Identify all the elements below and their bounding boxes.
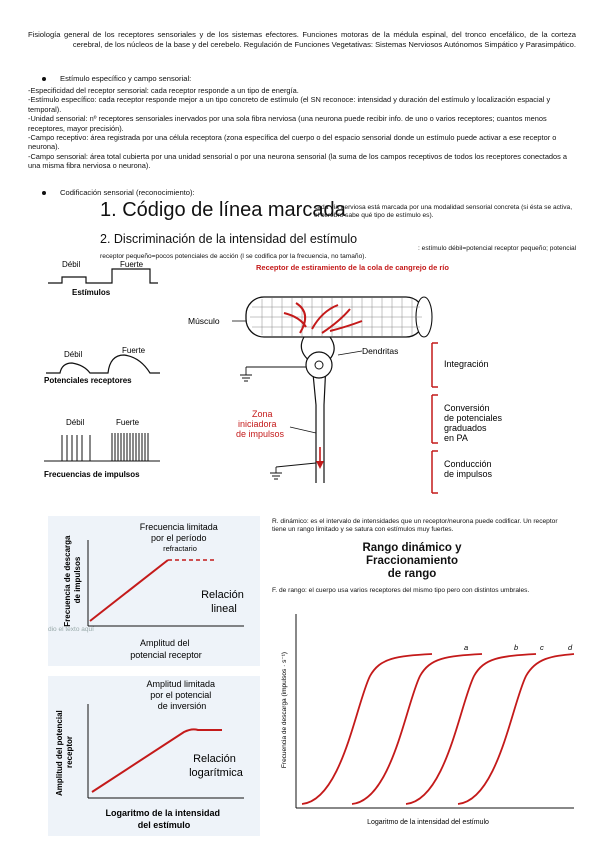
log-xlabel: Logaritmo de la intensidad del estímulo	[105, 808, 220, 830]
definition-line: -Estímulo específico: cada receptor responde mejor a un tipo concreto de estímulo (el SN reconoce: intensidad y duración del estímulo y localización espacial y temporal).	[28, 95, 551, 114]
stage-conduction: Conducción de impulsos	[444, 459, 493, 479]
range-chart	[268, 604, 586, 838]
range-title	[322, 542, 502, 581]
range-ylabel: Frecuencia de descarga (impulsos · s⁻¹)	[281, 651, 288, 769]
label-dendrites: Dendritas	[362, 346, 399, 356]
bullet-dot	[42, 77, 46, 81]
bullet-stimulus	[42, 74, 191, 84]
heading-intensity: 2. Discriminación de la intensidad del estímulo	[100, 232, 358, 246]
linear-xlabel: Amplitud del potencial receptor	[130, 638, 202, 660]
range-curve-b	[352, 654, 482, 804]
page-title: Fisiología general de los receptores sensoriales y de los sistemas efectores. Funciones motoras de la médula espinal, del tronco encefálico, de la corteza cerebral, de los núcleos de la base y del cerebelo. Regulación de Funciones Vegetativas: Sistemas Nerviosos Autónomos Simpático y Parasimpático.	[28, 30, 576, 49]
range-curve-c	[406, 654, 536, 804]
label-impulse-frequencies: Frecuencias de impulsos	[44, 470, 140, 479]
section1-body	[28, 86, 576, 171]
linear-relation: Relación lineal	[201, 589, 244, 615]
log-ylabel: Amplitud del potencial receptor	[55, 710, 74, 797]
curve-label-d: d	[568, 643, 573, 652]
curve-label-a: a	[464, 643, 469, 652]
range-xlabel: Logaritmo de la intensidad del estímulo	[367, 819, 489, 826]
bullet-coding	[42, 188, 195, 198]
labeled-line-note: cada vía nerviosa está marcada por una modalidad sensorial concreta (si ésta se activa, el cerebro sabe qué tipo de estímulo es).	[314, 204, 573, 219]
curve-label-b: b	[514, 643, 519, 652]
label-strong: Fuerte	[122, 346, 146, 355]
impulse-trace	[44, 433, 160, 461]
log-chart	[48, 676, 260, 836]
dendrite-pointer	[338, 351, 362, 355]
label-weak: Débil	[64, 350, 83, 359]
bracket-conversion	[432, 395, 438, 443]
label-weak: Débil	[66, 418, 85, 427]
label-strong: Fuerte	[116, 418, 140, 427]
label-strong: Fuerte	[120, 260, 144, 269]
range-title-line: Fraccionamiento	[365, 555, 459, 567]
log-relation: Relación logarítmica	[189, 753, 243, 779]
label-stimuli: Estímulos	[72, 288, 111, 297]
definition-line: -Especificidad del receptor sensorial: cada receptor responde a un tipo de energía.	[28, 86, 299, 95]
definition-line: -Campo receptivo: área registrada por una célula receptora (zona específica del cuerpo o del espacio sensorial donde un estímulo puede activar a ese receptor o neurona).	[28, 133, 557, 152]
receptor-diagram	[0, 255, 600, 510]
range-curve-a	[302, 654, 432, 804]
intensity-note: : estímulo débil=potencial receptor pequeño; potencial receptor pequeño=pocos potenciales de acción (l se codifica por la frecuencia, no tamaño).	[100, 245, 577, 260]
linear-chart	[48, 516, 260, 666]
impulse-arrowhead	[316, 461, 324, 469]
ground-icon	[270, 467, 282, 479]
stimulus-trace	[48, 269, 158, 283]
range-curve-d	[458, 654, 574, 804]
label-receptor-potentials: Potenciales receptores	[44, 376, 132, 385]
bracket-conduction	[432, 451, 438, 493]
range-fraction-text: F. de rango: el cuerpo usa varios receptores del mismo tipo pero con distintos umbrales.	[272, 587, 530, 594]
dynamic-range-text: R. dinámico: es el intervalo de intensidades que un receptor/neurona puede codificar. Un receptor tiene un rango limitado y se satura con estímulos muy fuertes.	[272, 518, 558, 533]
linear-ylabel: Frecuencia de descarga de impulsos	[63, 535, 82, 627]
stage-conversion: Conversión de potenciales graduados en PA	[444, 403, 503, 443]
diagram-title: Receptor de estiramiento de la cola de cangrejo de río	[256, 263, 449, 272]
curve-label-c: c	[540, 643, 544, 652]
heading-labeled-line: 1. Código de línea marcada	[100, 199, 346, 221]
label-weak: Débil	[62, 260, 81, 269]
nucleus	[315, 361, 323, 369]
definition-line: -Unidad sensorial: nº receptores sensoriales inervados por una sola fibra nerviosa (una neurona puede recibir info. de uno o varios receptores; cuantos menos receptores, mayor precisión).	[28, 114, 547, 133]
ground-icon	[240, 367, 252, 381]
bullet-dot	[42, 191, 46, 195]
electrode-2	[276, 463, 316, 467]
linear-curve	[90, 560, 168, 621]
bracket-integration	[432, 343, 438, 387]
stage-integration: Integración	[444, 359, 489, 369]
watermark: dio el texto aquí	[48, 626, 94, 633]
log-top-label: Amplitud limitada por el potencial de inversión	[146, 679, 216, 711]
muscle-fiber	[246, 297, 432, 337]
bullet-stimulus-label: Estímulo específico y campo sensorial:	[60, 74, 192, 83]
range-title-line: Rango dinámico y	[362, 542, 462, 554]
label-muscle: Músculo	[188, 316, 220, 326]
zone-pointer	[290, 427, 316, 433]
range-title-line: de rango	[387, 568, 437, 580]
label-trigger-zone: Zona iniciadora de impulsos	[236, 409, 285, 439]
linear-top-label: Frecuencia limitada por el período refractario	[139, 522, 218, 553]
definition-line: -Campo sensorial: área total cubierta por una unidad sensorial o por una neurona sensorial (la suma de los campos receptivos de todos los receptores conectados a una misma fibra nerviosa o neurona).	[28, 151, 568, 171]
bullet-coding-label: Codificación sensorial (reconocimiento):	[60, 188, 195, 197]
